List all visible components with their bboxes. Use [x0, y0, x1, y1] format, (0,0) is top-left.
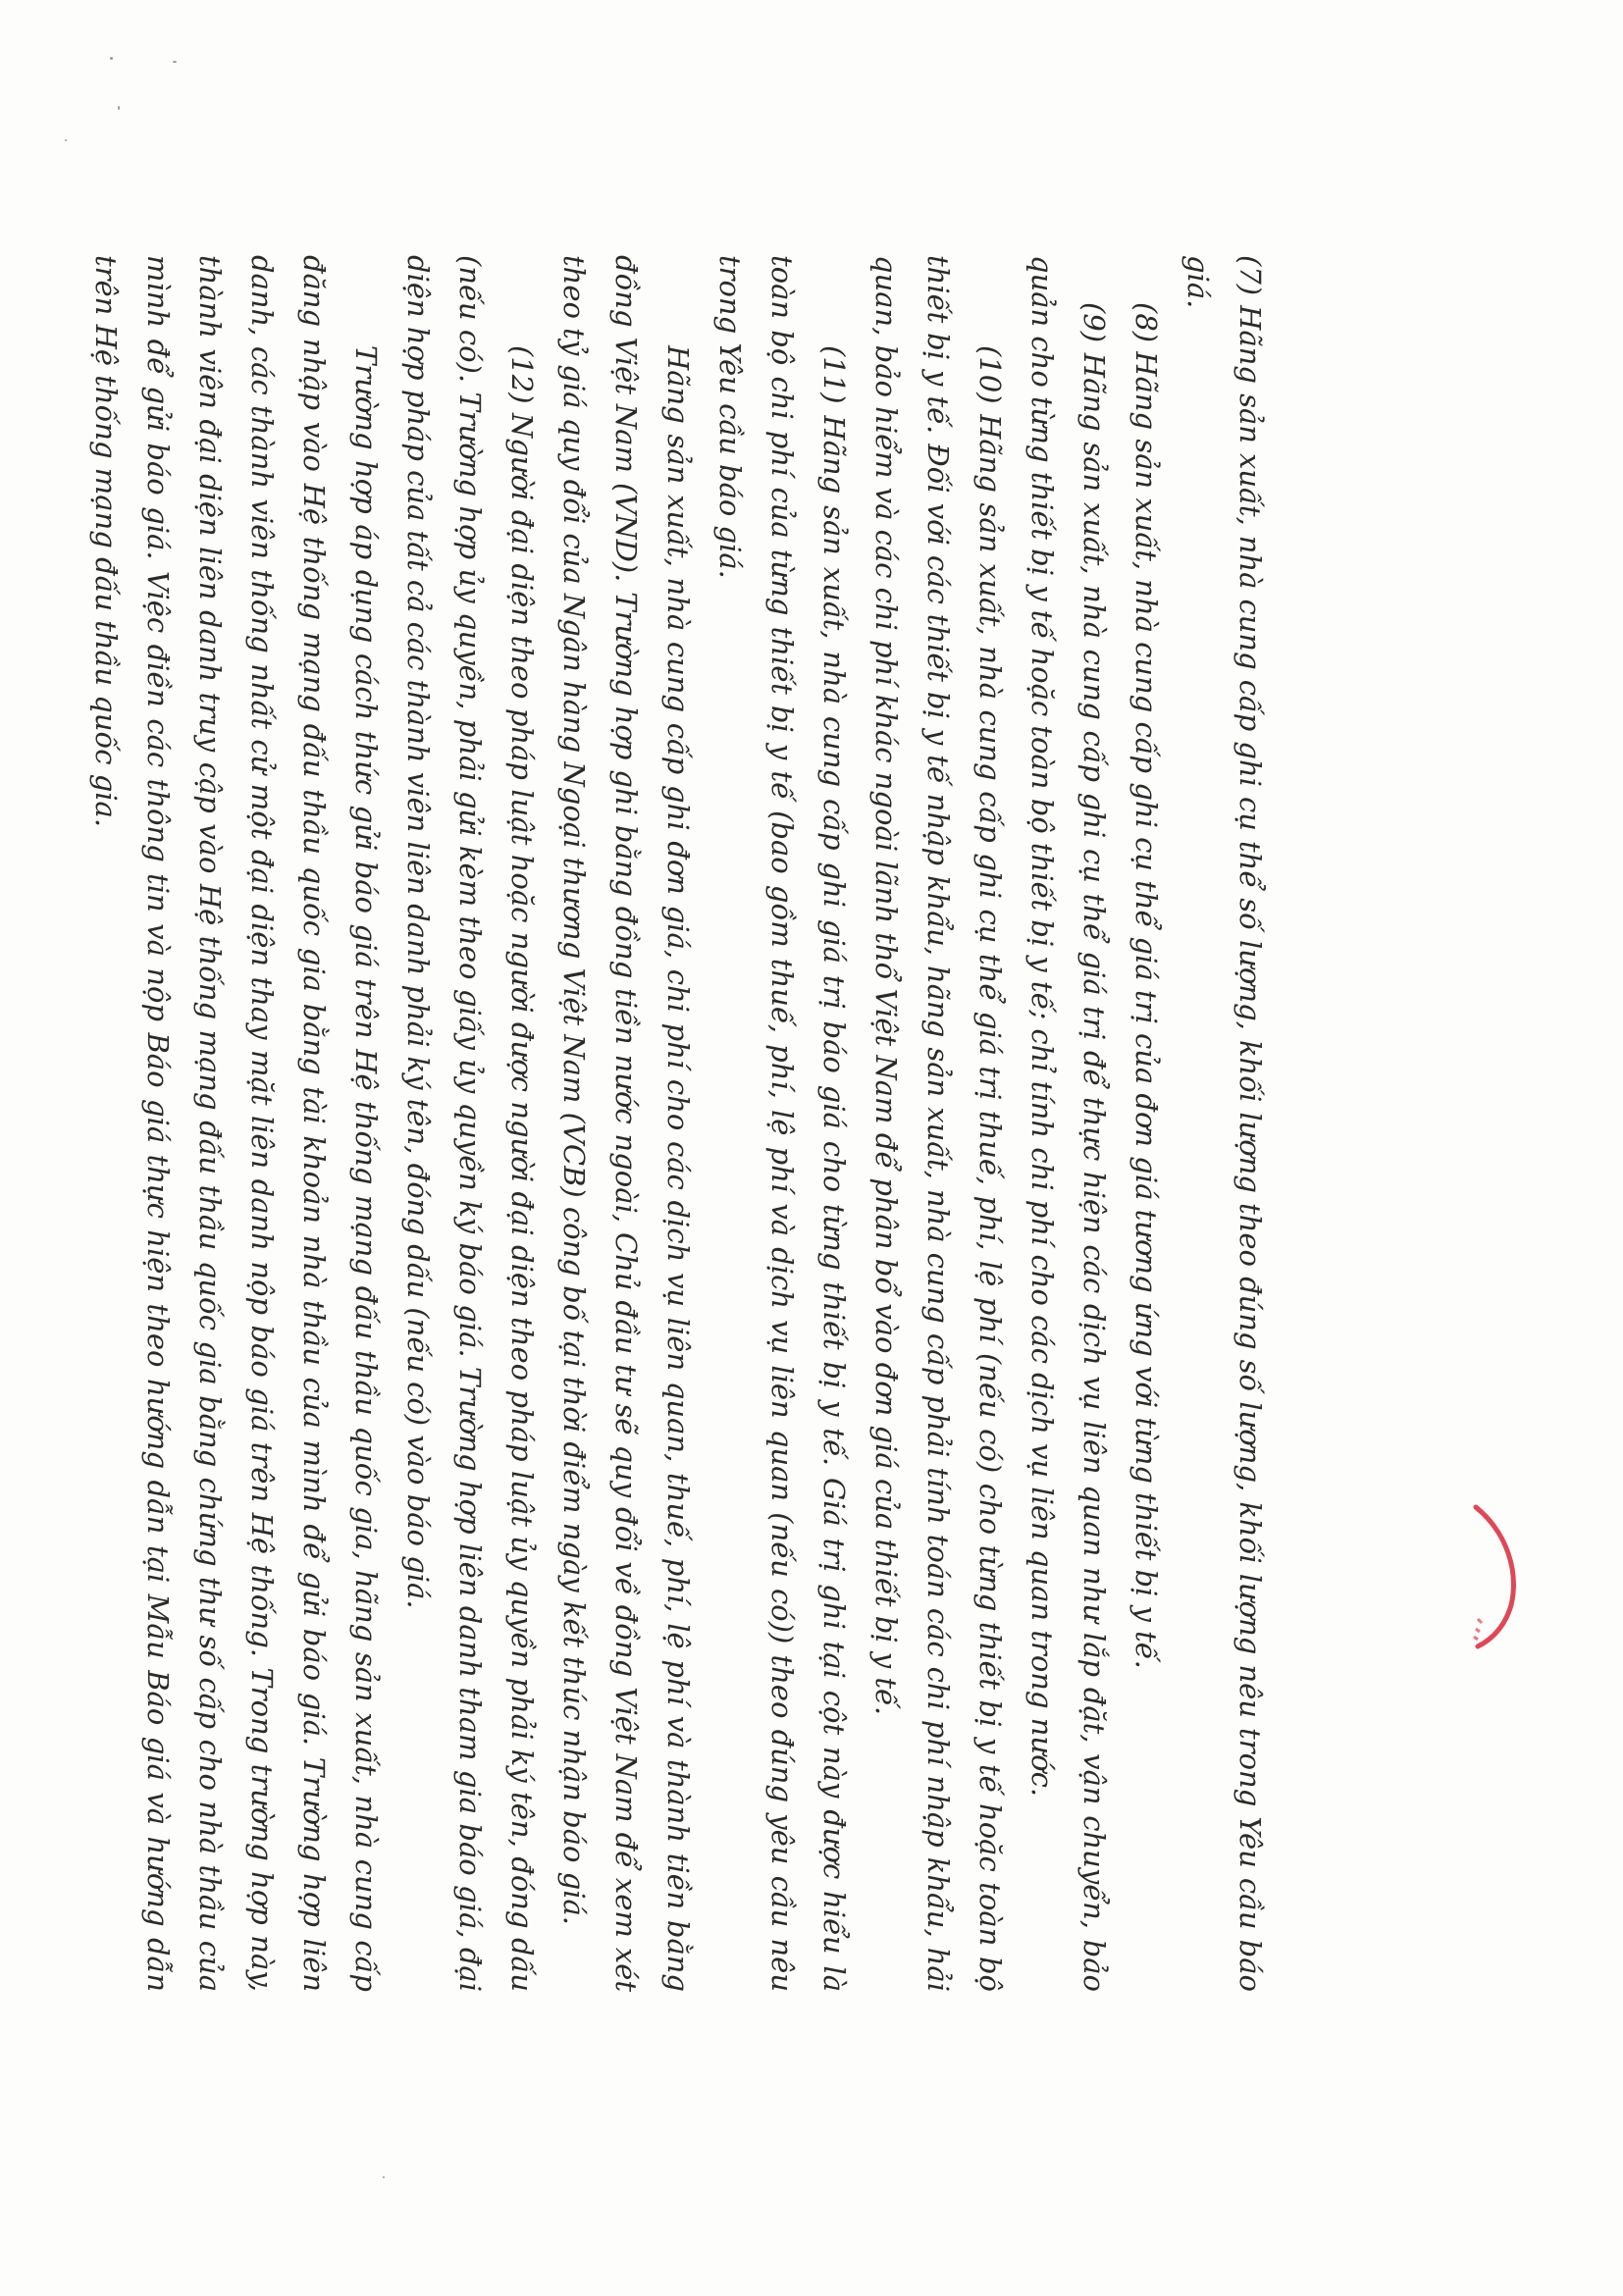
- paragraph-9: (9) Hãng sản xuất, nhà cung cấp ghi cụ thể giá trị để thực hiện các dịch vụ liên quan như lắp đặt, vận chuyển, bảo quản cho từng thiết bị y tế hoặc toàn bộ thiết bị y tế; chỉ tính chi phí cho các dịch vụ liên quan trong nước.: [1025, 255, 1111, 1992]
- paragraph-12: (12) Người đại diện theo pháp luật hoặc người được người đại diện theo pháp luật ủy quyền phải ký tên, đóng dấu (nếu có). Trường hợp ủy quyền, phải gửi kèm theo giấy ủy quyền ký báo giá. Trường hợp liên danh tham gia báo giá, đại diện hợp pháp của tất cả các thành viên liên danh phải ký tên, đóng dấu (nếu có) vào báo giá.: [401, 255, 539, 1992]
- paragraph-7: (7) Hãng sản xuất, nhà cung cấp ghi cụ thể số lượng, khối lượng theo đúng số lượng, khối lượng nêu trong Yêu cầu báo giá.: [1181, 255, 1267, 1992]
- scan-speck: [173, 61, 177, 63]
- scan-speck: [383, 2176, 385, 2178]
- scan-speck: [110, 57, 113, 60]
- document-body: [89, 255, 1276, 1992]
- scan-speck: [65, 139, 67, 141]
- scan-speck: [118, 106, 120, 110]
- stamp-mark: [1468, 1503, 1537, 1650]
- paragraph-online-submission: Trường hợp áp dụng cách thức gửi báo giá trên Hệ thống mạng đấu thầu quốc gia, hãng sản xuất, nhà cung cấp đăng nhập vào Hệ thống mạng đấu thầu quốc gia bằng tài khoản nhà thầu của mình để gửi báo giá. Trường hợp liên danh, các thành viên thống nhất cử một đại diện thay mặt liên danh nộp báo giá trên Hệ thống. Trong trường hợp này, thành viên đại diện liên danh truy cập vào Hệ thống mạng đấu thầu quốc gia bằng chứng thư số cấp cho nhà thầu của mình để gửi báo giá. Việc điền các thông tin và nộp Báo giá thực hiện theo hướng dẫn tại Mẫu Báo giá và hướng dẫn trên Hệ thống mạng đấu thầu quốc gia.: [89, 255, 383, 1992]
- paragraph-10: (10) Hãng sản xuất, nhà cung cấp ghi cụ thể giá trị thuế, phí, lệ phí (nếu có) cho từng thiết bị y tế hoặc toàn bộ thiết bị y tế. Đối với các thiết bị y tế nhập khẩu, hãng sản xuất, nhà cung cấp phải tính toán các chi phí nhập khẩu, hải quan, bảo hiểm và các chi phí khác ngoài lãnh thổ Việt Nam để phân bổ vào đơn giá của thiết bị y tế.: [869, 255, 1007, 1992]
- paragraph-11: (11) Hãng sản xuất, nhà cung cấp ghi giá trị báo giá cho từng thiết bị y tế. Giá trị ghi tại cột này được hiểu là toàn bộ chi phí của từng thiết bị y tế (bao gồm thuế, phí, lệ phí và dịch vụ liên quan (nếu có)) theo đúng yêu cầu nêu trong Yêu cầu báo giá.: [713, 255, 851, 1992]
- paragraph-currency: Hãng sản xuất, nhà cung cấp ghi đơn giá, chi phí cho các dịch vụ liên quan, thuế, phí, lệ phí và thành tiền bằng đồng Việt Nam (VND). Trường hợp ghi bằng đồng tiền nước ngoài, Chủ đầu tư sẽ quy đổi về đồng Việt Nam để xem xét theo tỷ giá quy đổi của Ngân hàng Ngoại thương Việt Nam (VCB) công bố tại thời điểm ngày kết thúc nhận báo giá.: [557, 255, 695, 1992]
- paragraph-8: (8) Hãng sản xuất, nhà cung cấp ghi cụ thể giá trị của đơn giá tương ứng với từng thiết bị y tế.: [1129, 302, 1163, 1669]
